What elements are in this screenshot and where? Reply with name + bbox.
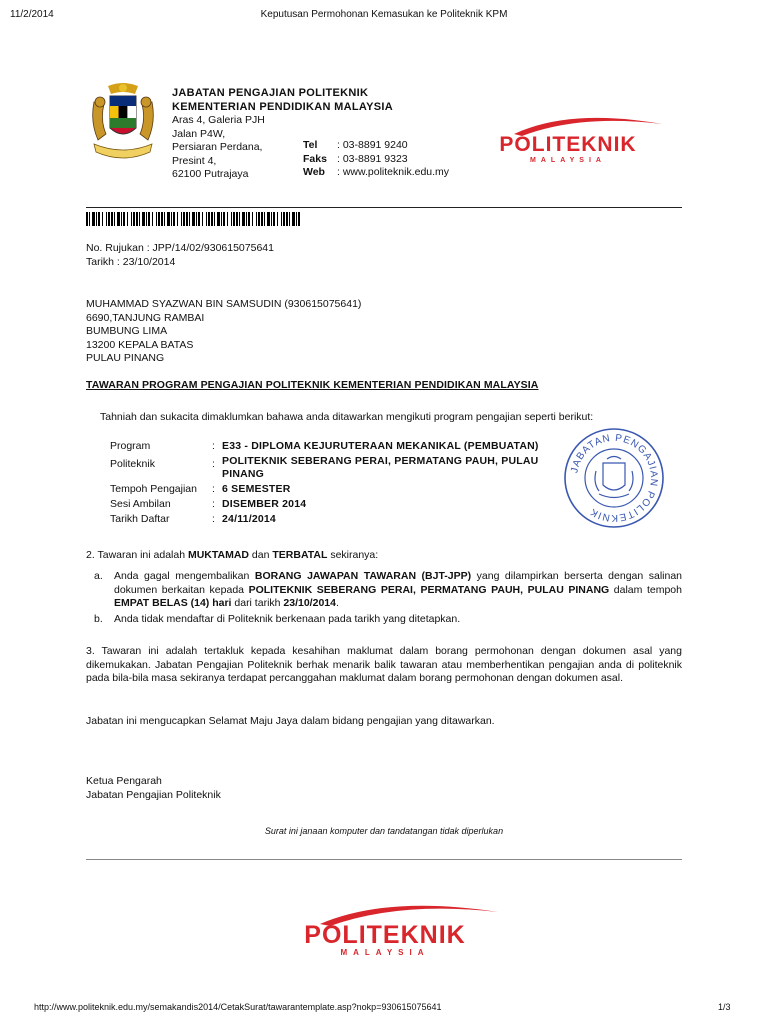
barcode-bar (196, 212, 197, 226)
barcode-bar (271, 212, 272, 226)
official-stamp-icon (563, 427, 665, 529)
barcode-bar (98, 212, 100, 226)
barcode-bar (277, 212, 278, 226)
barcode-bar (192, 212, 195, 226)
program-key: Politeknik (110, 458, 155, 470)
program-colon: : (212, 498, 215, 510)
barcode-bar (292, 212, 295, 226)
address-line: Aras 4, Galeria PJH (172, 114, 265, 126)
barcode-bar (186, 212, 188, 226)
barcode-bar (289, 212, 290, 226)
logo-subtext: MALAYSIA (340, 948, 430, 957)
barcode-bar (173, 212, 175, 226)
contact-web (303, 166, 449, 180)
barcode-bar (102, 212, 103, 226)
list-marker: b. (94, 613, 103, 625)
barcode-bar (198, 212, 200, 226)
barcode-icon (86, 212, 304, 226)
barcode-bar (96, 212, 97, 226)
barcode-bar (217, 212, 220, 226)
program-colon: : (212, 483, 215, 495)
contact-fax (303, 153, 449, 167)
barcode-bar (183, 212, 185, 226)
barcode-bar (273, 212, 275, 226)
barcode-bar (189, 212, 190, 226)
barcode-bar (92, 212, 95, 226)
program-key: Tempoh Pengajian (110, 483, 197, 495)
barcode-bar (231, 212, 232, 226)
program-value: 6 SEMESTER (222, 483, 291, 495)
address-line: Persiaran Perdana, (172, 141, 263, 154)
recipient-line: 13200 KEPALA BATAS (86, 338, 194, 351)
barcode-bar (136, 212, 138, 226)
barcode-bar (242, 212, 245, 226)
recipient-line: BUMBUNG LIMA (86, 325, 168, 338)
text-run-bold: 23/10/2014 (283, 597, 336, 609)
barcode-bar (161, 212, 163, 226)
computer-generated-note: Surat ini janaan komputer dan tandatangan tidak diperlukan (264, 826, 504, 836)
program-colon: : (212, 458, 215, 470)
barcode-bar (131, 212, 132, 226)
signoff-department: Jabatan Pengajian Politeknik (86, 788, 221, 801)
coat-of-arms-icon (88, 82, 158, 166)
barcode-bar (167, 212, 170, 226)
barcode-bar (114, 212, 115, 226)
program-row (110, 511, 542, 526)
signoff-title: Ketua Pengarah (86, 775, 162, 787)
text-run-bold: TERBATAL (272, 549, 328, 561)
program-key: Tarikh Daftar (110, 513, 170, 525)
barcode-bar (106, 212, 107, 226)
condition-item-b (94, 613, 682, 627)
closing-text: Jabatan ini mengucapkan Selamat Maju Jaya dalam bidang pengajian yang ditawarkan. (86, 715, 495, 727)
stamp-text (569, 433, 659, 523)
address-line: 62100 Putrajaya (172, 168, 249, 181)
address-line: Jalan P4W, (172, 127, 226, 140)
paragraph-2 (86, 549, 682, 563)
text-run-bold: EMPAT BELAS (14) hari (114, 597, 232, 609)
address-line: Presint 4, (172, 154, 217, 167)
barcode-bar (246, 212, 247, 226)
barcode-bar (181, 212, 182, 226)
letter-date: Tarikh : 23/10/2014 (86, 256, 176, 268)
barcode-bar (261, 212, 263, 226)
logo-text: POLITEKNIK (304, 921, 466, 949)
barcode-bar (156, 212, 157, 226)
print-date: 11/2/2014 (10, 9, 54, 20)
program-row (110, 453, 542, 481)
program-colon: : (212, 440, 215, 452)
barcode-bar (117, 212, 120, 226)
stamp-text-path: JABATAN PENGAJIAN POLITEKNIK (569, 432, 660, 524)
barcode-bar (121, 212, 122, 226)
program-key: Sesi Ambilan (110, 498, 171, 510)
condition-item-a (94, 570, 682, 611)
program-row (110, 496, 542, 511)
page-number: 1/3 (718, 1002, 731, 1012)
barcode-bar (221, 212, 222, 226)
program-value: E33 - DIPLOMA KEJURUTERAAN MEKANIKAL (PEMBUATAN) (222, 440, 539, 452)
barcode-bar (211, 212, 213, 226)
contact-value: : www.politeknik.edu.my (337, 166, 450, 179)
page-url: http://www.politeknik.edu.my/semakandis2014/CetakSurat/tawarantemplate.asp?nokp=930615075641 (34, 1002, 442, 1012)
barcode-bar (148, 212, 150, 226)
address-block (172, 114, 265, 182)
program-row (110, 481, 542, 496)
barcode-bar (223, 212, 225, 226)
text-run: dalam tempoh (609, 583, 682, 596)
organization-name-line1: JABATAN PENGAJIAN POLITEKNIK (172, 87, 369, 99)
text-run: dari tarikh (231, 597, 284, 609)
barcode-bar (139, 212, 140, 226)
recipient-line: 6690,TANJUNG RAMBAI (86, 311, 205, 324)
barcode-bar (152, 212, 153, 226)
barcode-bar (214, 212, 215, 226)
organization-name (172, 86, 393, 114)
text-run: . (335, 597, 339, 609)
barcode-bar (239, 212, 240, 226)
program-colon: : (212, 513, 215, 525)
program-value: DISEMBER 2014 (222, 498, 307, 510)
header-divider (86, 207, 682, 208)
barcode-bar (146, 212, 147, 226)
barcode-bar (158, 212, 160, 226)
text-run: 2. Tawaran ini adalah (86, 549, 188, 561)
program-row (110, 440, 542, 453)
footer-divider (86, 859, 682, 860)
barcode-bar (298, 212, 300, 226)
text-run-bold: POLITEKNIK SEBERANG PERAI, PERMATANG PAUH, PULAU PINANG (248, 583, 610, 596)
barcode-bar (111, 212, 113, 226)
contact-tel (303, 139, 449, 153)
barcode-bar (256, 212, 257, 226)
logo-text: POLITEKNIK (499, 133, 637, 156)
text-run: yang dilampirkan berserta dengan salinan dokumen berkaitan kepada (114, 570, 682, 596)
text-run: sekiranya: (327, 549, 379, 561)
print-title: Keputusan Permohonan Kemasukan ke Politeknik KPM (260, 9, 508, 20)
barcode-bar (267, 212, 270, 226)
text-run: Anda gagal mengembalikan (114, 570, 255, 582)
barcode-bar (89, 212, 90, 226)
contact-block (303, 139, 449, 180)
barcode-bar (281, 212, 282, 226)
barcode-bar (123, 212, 125, 226)
barcode-bar (252, 212, 253, 226)
barcode-bar (248, 212, 250, 226)
logo-subtext: MALAYSIA (530, 157, 606, 164)
letter-subject: TAWARAN PROGRAM PENGAJIAN POLITEKNIK KEMENTERIAN PENDIDIKAN MALAYSIA (86, 379, 539, 391)
text-run-bold: MUKTAMAD (187, 549, 250, 561)
barcode-bar (264, 212, 265, 226)
list-marker: a. (94, 570, 103, 582)
barcode-bar (127, 212, 128, 226)
reference-block (86, 241, 274, 269)
barcode-bar (286, 212, 288, 226)
barcode-bar (208, 212, 210, 226)
recipient-block (86, 298, 361, 366)
politeknik-logo-icon (470, 110, 666, 166)
barcode-bar (133, 212, 135, 226)
barcode-bar (227, 212, 228, 226)
organization-name-line2: KEMENTERIAN PENDIDIKAN MALAYSIA (172, 101, 393, 113)
contact-label: Tel (303, 139, 318, 151)
barcode-bar (283, 212, 285, 226)
contact-value: : 03-8891 9240 (337, 139, 408, 151)
program-value: 24/11/2014 (222, 513, 276, 525)
text-run: dan (249, 549, 273, 561)
paragraph-3: 3. Tawaran ini adalah tertakluk kepada kesahihan maklumat dalam borang permohonan dengan dokumen asal yang dikemukakan. Jabatan Pengajian Politeknik berhak menarik balik tawaran atau memberhentikan pengajian anda di politeknik pada bila-bila masa sekiranya terdapat percanggahan maklumat dalam borang permohonan dengan dokumen asal. (86, 645, 682, 684)
barcode-bar (142, 212, 145, 226)
barcode-bar (171, 212, 172, 226)
barcode-bar (236, 212, 238, 226)
barcode-bar (108, 212, 110, 226)
condition-text: Anda tidak mendaftar di Politeknik berkenaan pada tarikh yang ditetapkan. (114, 613, 461, 625)
recipient-line: PULAU PINANG (86, 352, 165, 365)
signoff-block (86, 775, 682, 802)
contact-label: Web (303, 166, 325, 179)
contact-label: Faks (303, 152, 327, 165)
program-table (110, 440, 542, 526)
contact-value: : 03-8891 9323 (337, 152, 408, 165)
intro-text: Tahniah dan sukacita dimaklumkan bahawa anda ditawarkan mengikuti program pengajian seperti berikut: (100, 411, 594, 423)
barcode-bar (202, 212, 203, 226)
recipient-line: MUHAMMAD SYAZWAN BIN SAMSUDIN (930615075641) (86, 298, 362, 310)
barcode-bar (206, 212, 207, 226)
barcode-bar (164, 212, 165, 226)
barcode-bar (258, 212, 260, 226)
barcode-bar (86, 212, 88, 226)
barcode-bar (296, 212, 297, 226)
program-value: POLITEKNIK SEBERANG PERAI, PERMATANG PAUH, PULAU PINANG (222, 455, 539, 480)
text-run-bold: BORANG JAWAPAN TAWARAN (BJT-JPP) (254, 570, 472, 582)
reference-number: No. Rujukan : JPP/14/02/930615075641 (86, 242, 274, 254)
barcode-bar (177, 212, 178, 226)
condition-text (114, 570, 682, 611)
barcode-bar (233, 212, 235, 226)
politeknik-logo-footer-icon (268, 897, 502, 959)
program-key: Program (110, 440, 151, 452)
